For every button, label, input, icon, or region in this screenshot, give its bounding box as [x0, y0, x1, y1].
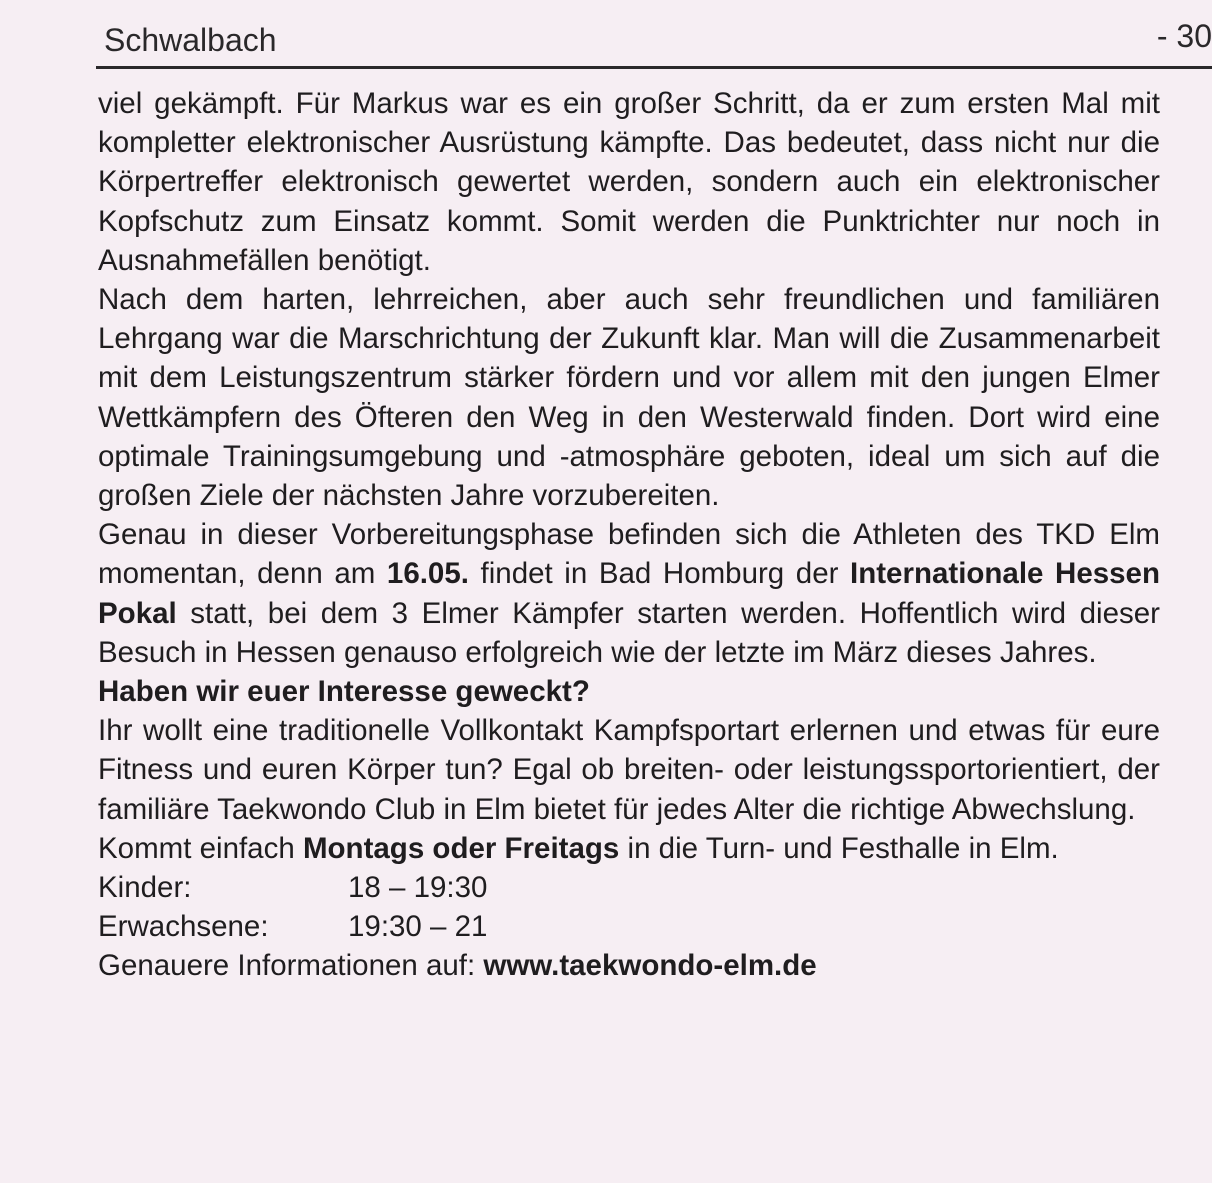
- info-line: [98, 946, 1160, 985]
- page-number: - 30: [1156, 18, 1212, 54]
- website-link[interactable]: www.taekwondo-elm.de: [483, 949, 817, 983]
- schedule-time: 18 – 19:30: [348, 871, 488, 905]
- schedule-label: Erwachsene:: [98, 910, 269, 944]
- schedule-time: 19:30 – 21: [348, 910, 488, 944]
- schedule-row-kids: [98, 868, 1160, 907]
- schedule-label: Kinder:: [98, 871, 192, 905]
- paragraph-5: [98, 829, 1160, 868]
- training-schedule: [98, 868, 1160, 946]
- paragraph-5-text-b: in die Turn- und Festhalle in Elm.: [619, 831, 1059, 865]
- page-header: [96, 14, 1212, 66]
- paragraph-3: [98, 515, 1160, 672]
- article-body: [98, 84, 1160, 986]
- header-divider: [96, 66, 1212, 69]
- paragraph-5-text-a: Kommt einfach: [98, 831, 303, 865]
- info-prefix: Genauere Informationen auf:: [98, 949, 484, 983]
- event-date: 16.05.: [386, 557, 469, 591]
- training-days: Montags oder Freitags: [302, 831, 620, 865]
- paragraph-3-text-c: statt, bei dem 3 Elmer Kämpfer starten werden. Hoffentlich wird dieser Besuch in Hessen genauso erfolgreich wie der letzte im März dieses Jahres.: [98, 596, 1160, 669]
- paragraph-2: Nach dem harten, lehrreichen, aber auch sehr freundlichen und familiären Lehrgang war die Marschrichtung der Zukunft klar. Man will die Zusammenarbeit mit dem Leistungszentrum stärker fördern und vor allem mit den jungen Elmer Wettkämpfern des Öfteren den Weg in den Westerwald finden. Dort wird eine optimale Trainingsumgebung und -atmosphäre geboten, ideal um sich auf die großen Ziele der nächsten Jahre vorzubereiten.: [98, 283, 1160, 513]
- paragraph-3-text-b: findet in Bad Homburg der: [468, 557, 851, 591]
- paragraph-4: Ihr wollt eine traditionelle Vollkontakt Kampfsportart erlernen und etwas für eure Fitness und euren Körper tun? Egal ob breiten- oder leistungssportorientiert, der familiäre Taekwondo Club in Elm bietet für jedes Alter die richtige Abwechslung.: [98, 714, 1160, 826]
- section-title: Schwalbach: [104, 22, 277, 58]
- paragraph-1: viel gekämpft. Für Markus war es ein großer Schritt, da er zum ersten Mal mit kompletter elektronischer Ausrüstung kämpfte. Das bedeutet, dass nicht nur die Körpertreffer elektronisch gewertet werden, sondern auch ein elektronischer Kopfschutz zum Einsatz kommt. Somit werden die Punktrichter nur noch in Ausnahmefällen benötigt.: [98, 87, 1160, 277]
- paragraph-3-text-a: Genau in dieser Vorbereitungsphase befinden sich die Athleten des TKD Elm momentan, denn am: [98, 518, 1160, 591]
- event-name: Internationale Hessen Pokal: [98, 557, 1160, 630]
- article-subheading: Haben wir euer Interesse geweckt?: [98, 675, 590, 709]
- schedule-row-adults: [98, 907, 1160, 946]
